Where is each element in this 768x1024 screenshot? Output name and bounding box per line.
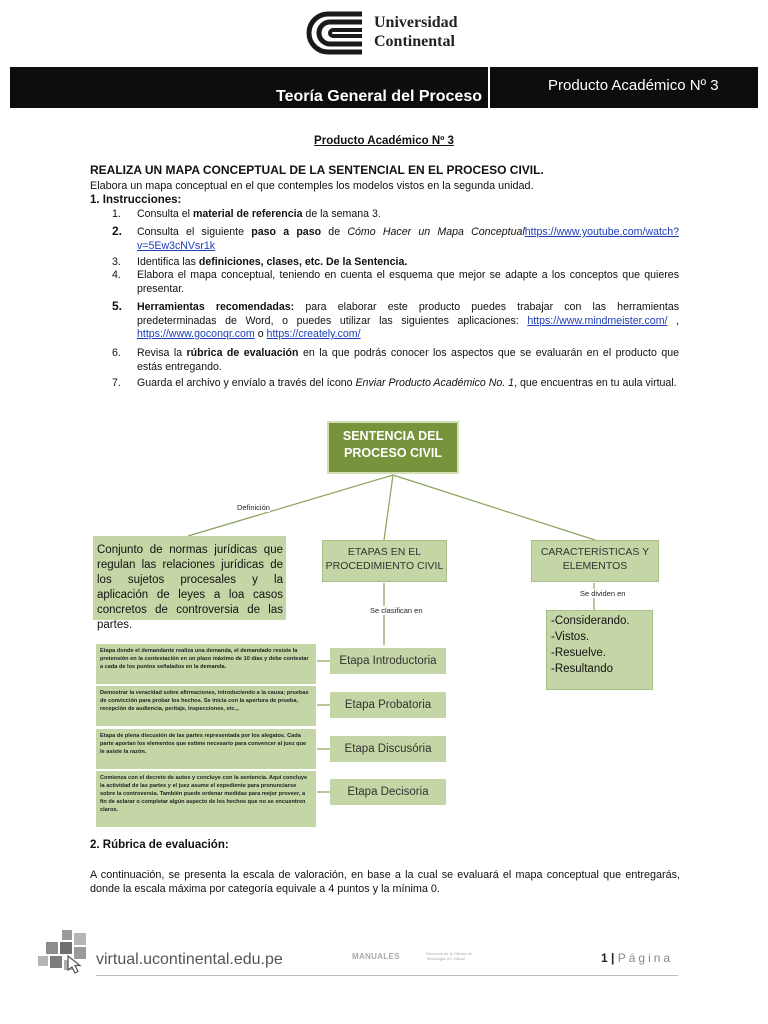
instruction-number: 7. (112, 377, 121, 389)
university-logo (306, 9, 476, 57)
stage-discusoria: Etapa Discusória (330, 736, 446, 762)
creately-link[interactable]: https://creately.com/ (266, 328, 361, 340)
main-heading: REALIZA UN MAPA CONCEPTUAL DE LA SENTENCIAL EN EL PROCESO CIVIL. (90, 163, 544, 177)
edge-label-dividen: Se dividen en (580, 589, 626, 598)
instruction-number: 2. (112, 224, 123, 238)
manuales-watermark (352, 952, 476, 970)
footer-url[interactable]: virtual.ucontinental.edu.pe (96, 951, 283, 968)
instruction-text: Consulta el siguiente paso a paso de Cómo Hacer un Mapa Conceptualhttps://www.youtube.com/watch?v=5Ew3cNVsr1k (137, 226, 680, 252)
logo-text (374, 13, 458, 51)
definition-node: Conjunto de normas jurídicas que regulan las relaciones jurídicas de los sujetos procesales y la aplicación de leyes a loa casos concretos de controversia de las partes. (93, 536, 286, 620)
course-title-band (10, 67, 488, 108)
instruction-text: Elabora el mapa conceptual, teniendo en cuenta el esquema que mejor se adapte a los conceptos que quieres presentar. (137, 269, 679, 295)
course-title: Teoría General del Proceso (275, 88, 482, 105)
mindmeister-link[interactable]: https://www.mindmeister.com/ (527, 314, 668, 327)
edge-label-definicion: Definición (237, 503, 270, 512)
page-number: 1 | Página (601, 951, 674, 965)
list-item: -Resultando (551, 663, 614, 675)
page-word: Página (617, 951, 674, 965)
intro-text: Elabora un mapa conceptual en el que contemples los modelos vistos en la segunda unidad. (90, 180, 534, 192)
rubric-text: A continuación, se presenta la escala de valoración, en base a la cual se evaluará el mapa conceptual que entregarás, donde la escala máxima por categoría equivale a 4 puntos y la mínima 0. (90, 869, 680, 895)
stage-introductoria: Etapa Introductoria (330, 648, 446, 674)
footer-divider (96, 975, 678, 976)
instruction-number: 6. (112, 347, 121, 359)
instruction-text: Guarda el archivo y envíalo a través del ícono Enviar Producto Académico No. 1, que encuentras en tu aula virtual. (137, 377, 677, 389)
goconqr-link[interactable]: https://www.goconqr.com (137, 328, 255, 340)
list-item: -Resuelve. (551, 647, 606, 659)
youtube-link[interactable]: https://www.youtube.com/watch?v=5Ew3cNVsr1k (137, 226, 680, 252)
stage-description: Etapa de plena discusión de las partes representada por los alegatos. Cada parte aportan los elementos que estime necesario para convencer al juez que le asiste la razón. (96, 729, 316, 769)
instruction-text: Herramientas recomendadas: para elaborar este producto puedes trabajar con las herramientas predeterminadas de Word, o puedes utilizar las siguientes aplicaciones: https://www.mindmeister.com/ , https://www.goconqr.com o https://creately.com/ (137, 301, 680, 340)
instruction-number: 4. (112, 269, 121, 281)
section-instructions-heading: 1. Instrucciones: (90, 194, 182, 206)
product-label: Producto Académico Nº 3 (548, 77, 719, 94)
instruction-number: 5. (112, 299, 123, 313)
instruction-number: 3. (112, 256, 121, 268)
product-band (490, 67, 758, 108)
stage-description: Etapa donde el demandante realiza una demanda, el demandado resiste la pretensión en la contestación en un plazo máximo de 10 días y debe contestar a cada de los puntos señalados en la demanda. (96, 644, 316, 684)
stage-decisoria: Etapa Decisoria (330, 779, 446, 805)
etapas-node: ETAPAS EN EL PROCEDIMIENTO CIVIL (322, 540, 447, 582)
document-title: Producto Académico Nº 3 (314, 135, 454, 147)
virtual-campus-icon (38, 930, 94, 978)
elements-list-node (546, 610, 653, 690)
list-item: -Vistos. (551, 631, 590, 643)
watermark-title: MANUALES (352, 952, 400, 961)
connector-root-definition (188, 475, 393, 536)
instruction-number: 1. (112, 208, 121, 220)
watermark-subtitle: Recursos de la Oficina de Tecnología UC Virtual (426, 951, 472, 961)
section-rubric-heading: 2. Rúbrica de evaluación: (90, 839, 229, 851)
connector-root-etapas (384, 475, 393, 540)
concept-root-node: SENTENCIA DEL PROCESO CIVIL (327, 421, 459, 474)
stage-description: Demostrar la veracidad sobre afirmaciones, introduciendo a la causa; pruebas de convicción para probar los hechos. Se inicia con la apertura de prueba, recepción de audiencia, peritaje, inspecciones, etc.,. (96, 686, 316, 726)
stage-probatoria: Etapa Probatoria (330, 692, 446, 718)
instruction-text: Consulta el material de referencia de la semana 3. (137, 208, 381, 220)
connector-root-caracteristicas (393, 475, 595, 540)
caracteristicas-node: CARACTERÍSTICAS Y ELEMENTOS (531, 540, 659, 582)
instruction-text: Identifica las definiciones, clases, etc. De la Sentencia. (137, 256, 408, 268)
logo-line-2: Continental (374, 33, 455, 50)
stage-description: Comienza con el decreto de autos y concluye con la sentencia. Aquí concluye la actividad de las partes y el juez asume el expediente para pronunciarse sobre la controversia. También puede ordenar medidas para mejor proveer, a fin de aclarar o completar algún aspecto de los hechos que no se encuentren claros. (96, 771, 316, 827)
list-item: -Considerando. (551, 615, 630, 627)
edge-label-clasifican: Se clasifican en (370, 606, 423, 615)
instruction-text: Revisa la rúbrica de evaluación en la que podrás conocer los aspectos que se evaluarán en el producto que estás entregando. (137, 347, 679, 373)
university-logo-icon (306, 10, 368, 56)
logo-line-1: Universidad (374, 14, 458, 31)
